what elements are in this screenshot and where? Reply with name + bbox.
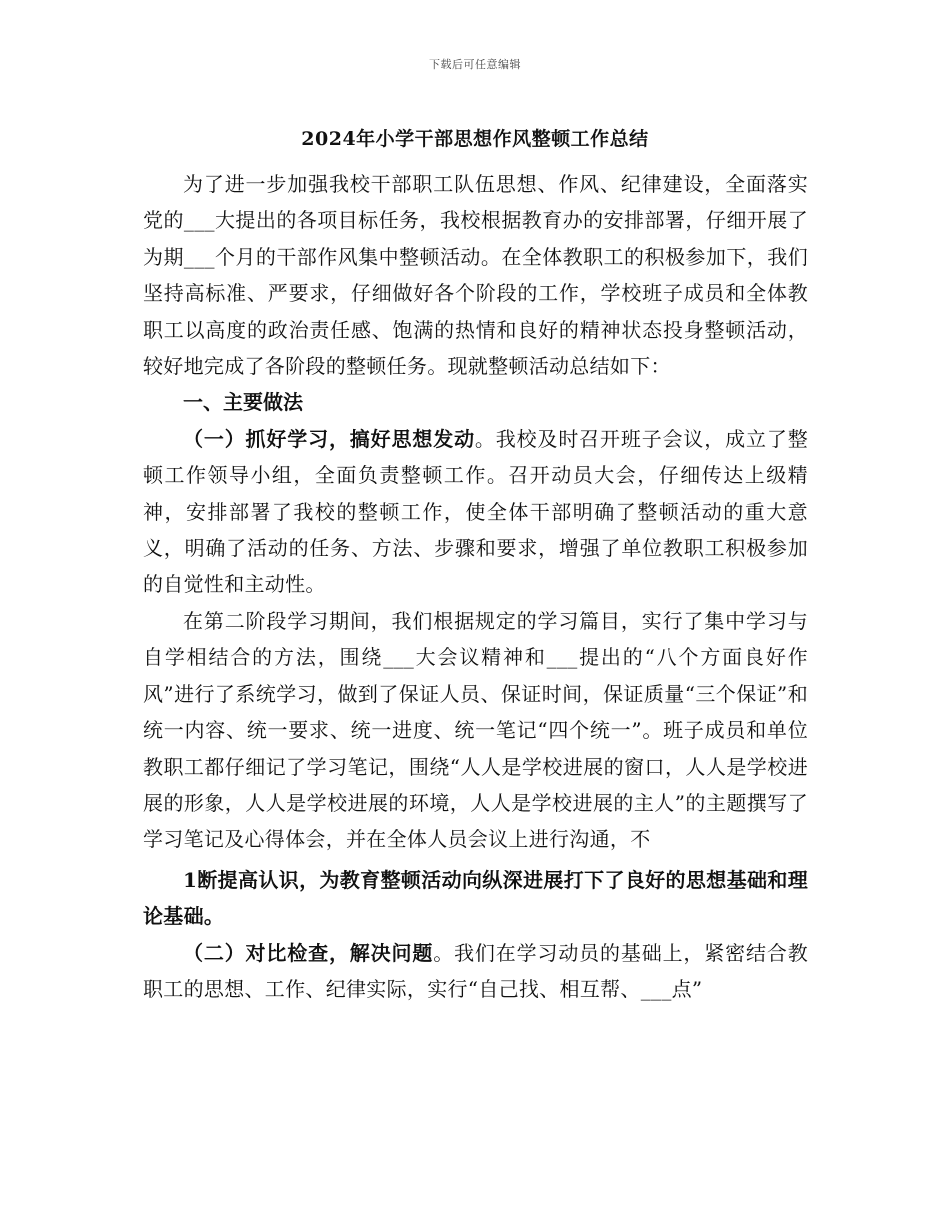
paragraph-comparison-lead: （二）对比检查，解决问题 <box>183 940 434 965</box>
paragraph-comparison-check <box>143 935 808 1008</box>
section-heading-main-practices: 一、主要做法 <box>183 390 303 415</box>
intro-paragraph: 为了进一步加强我校干部职工队伍思想、作风、纪律建设，全面落实党的___大提出的各项目标任务，我校根据教育办的安排部署，仔细开展了为期___个月的干部作风集中整顿活动。在全体教职工的积极参加下，我们坚持高标准、严要求，仔细做好各个阶段的工作，学校班子成员和全体教职工以高度的政治责任感、饱满的热情和良好的精神状态投身整顿活动，较好地完成了各阶段的整顿任务。现就整顿活动总结如下： <box>143 172 808 379</box>
paragraph-second-phase: 在第二阶段学习期间，我们根据规定的学习篇目，实行了集中学习与自学相结合的方法，围绕___大会议精神和___提出的“八个方面良好作风”进行了系统学习，做到了保证人员、保证时间，保证质量“三个保证”和统一内容、统一要求、统一进度、统一笔记“四个统一”。班子成员和单位教职工都仔细记了学习笔记，围绕“人人是学校进展的窗口，人人是学校进展的形象，人人是学校进展的环境，人人是学校进展的主人”的主题撰写了学习笔记及心得体会，并在全体人员会议上进行沟通，不 <box>143 608 808 852</box>
paragraph-study-lead: （一）抓好学习，搞好思想发动 <box>183 426 475 451</box>
paragraph-conclusion-bold: 1断提高认识，为教育整顿活动向纵深进展打下了良好的思想基础和理论基础。 <box>143 867 808 929</box>
paragraph-comparison-body: 。我们在学习动员的基础上，紧密结合教职工的思想、工作、纪律实际，实行“自己找、相互帮、___点” <box>143 940 808 1001</box>
page-header-note: 下载后可任意编辑 <box>429 58 521 71</box>
paragraph-study <box>143 421 808 603</box>
document-body <box>143 166 808 1007</box>
paragraph-study-body: 。我校及时召开班子会议，成立了整顿工作领导小组，全面负责整顿工作。召开动员大会，仔细传达上级精神，安排部署了我校的整顿工作，使全体干部明确了整顿活动的重大意义，明确了活动的任务、方法、步骤和要求，增强了单位教职工积极参加的自觉性和主动性。 <box>143 426 808 597</box>
document-title: 2024年小学干部思想作风整顿工作总结 <box>301 128 649 150</box>
